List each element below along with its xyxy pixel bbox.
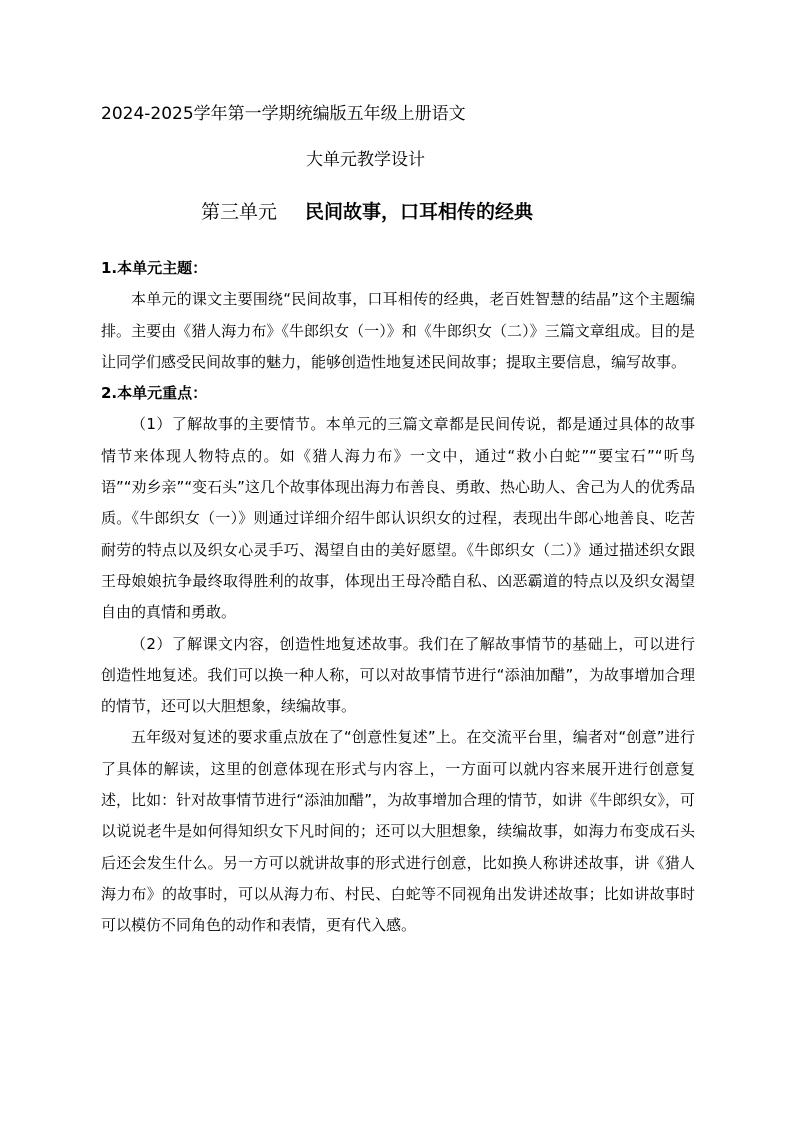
document-subtitle: 大单元教学设计 [306, 150, 425, 170]
paragraph-focus-2: （2）了解课文内容，创造性地复述故事。我们在了解故事情节的基础上，可以进行创造性地复述。我们可以换一种人称，可以对故事情节进行“添油加醋”，为故事增加合理的情节，还可以大胆想象，续编故事。 [101, 634, 695, 716]
document-body [101, 253, 695, 942]
unit-theme: 民间故事，口耳相传的经典 [305, 201, 534, 223]
paragraph-focus-1: （1）了解故事的主要情节。本单元的三篇文章都是民间传说，都是通过具体的故事情节来体现人物特点的。如《猎人海力布》一文中，通过“救小白蛇”“要宝石”“听鸟语”“劝乡亲”“变石头”这几个故事体现出海力布善良、勇敢、热心助人、舍己为人的优秀品质。《牛郎织女（一）》则通过详细介绍牛郎认识织女的过程，表现出牛郎心地善良、吃苦耐劳的特点以及织女心灵手巧、渴望自由的美好愿望。《牛郎织女（二）》通过描述织女跟王母娘娘抗争最终取得胜利的故事，体现出王母冷酷自私、凶恶霸道的特点以及织女渴望自由的真情和勇敢。 [101, 415, 695, 622]
document-title: 2024-2025学年第一学期统编版五年级上册语文 [101, 104, 466, 124]
section-heading-focus: 2.本单元重点： [101, 384, 208, 403]
paragraph-theme: 本单元的课文主要围绕“民间故事，口耳相传的经典，老百姓智慧的结晶”这个主题编排。主要由《猎人海力布》《牛郎织女（一）》和《牛郎织女（二）》三篇文章组成。目的是让同学们感受民间故事的魅力，能够创造性地复述民间故事；提取主要信息，编写故事。 [101, 290, 695, 371]
paragraph-focus-3: 五年级对复述的要求重点放在了“创意性复述”上。在交流平台里，编者对“创意”进行了具体的解读，这里的创意体现在形式与内容上，一方面可以就内容来展开进行创意复述，比如：针对故事情节进行“添油加醋”，为故事增加合理的情节，如讲《牛郎织女》，可以说说老牛是如何得知织女下凡时间的；还可以大胆想象，续编故事，如海力布变成石头后还会发生什么。另一方可以就讲故事的形式进行创意，比如换人称讲述故事，讲《猎人海力布》的故事时，可以从海力布、村民、白蛇等不同视角出发讲述故事；比如讲故事时可以模仿不同角色的动作和表情，更有代入感。 [101, 728, 695, 935]
unit-title [201, 197, 533, 227]
unit-number: 第三单元 [201, 201, 278, 223]
section-heading-theme: 1.本单元主题： [101, 259, 208, 277]
